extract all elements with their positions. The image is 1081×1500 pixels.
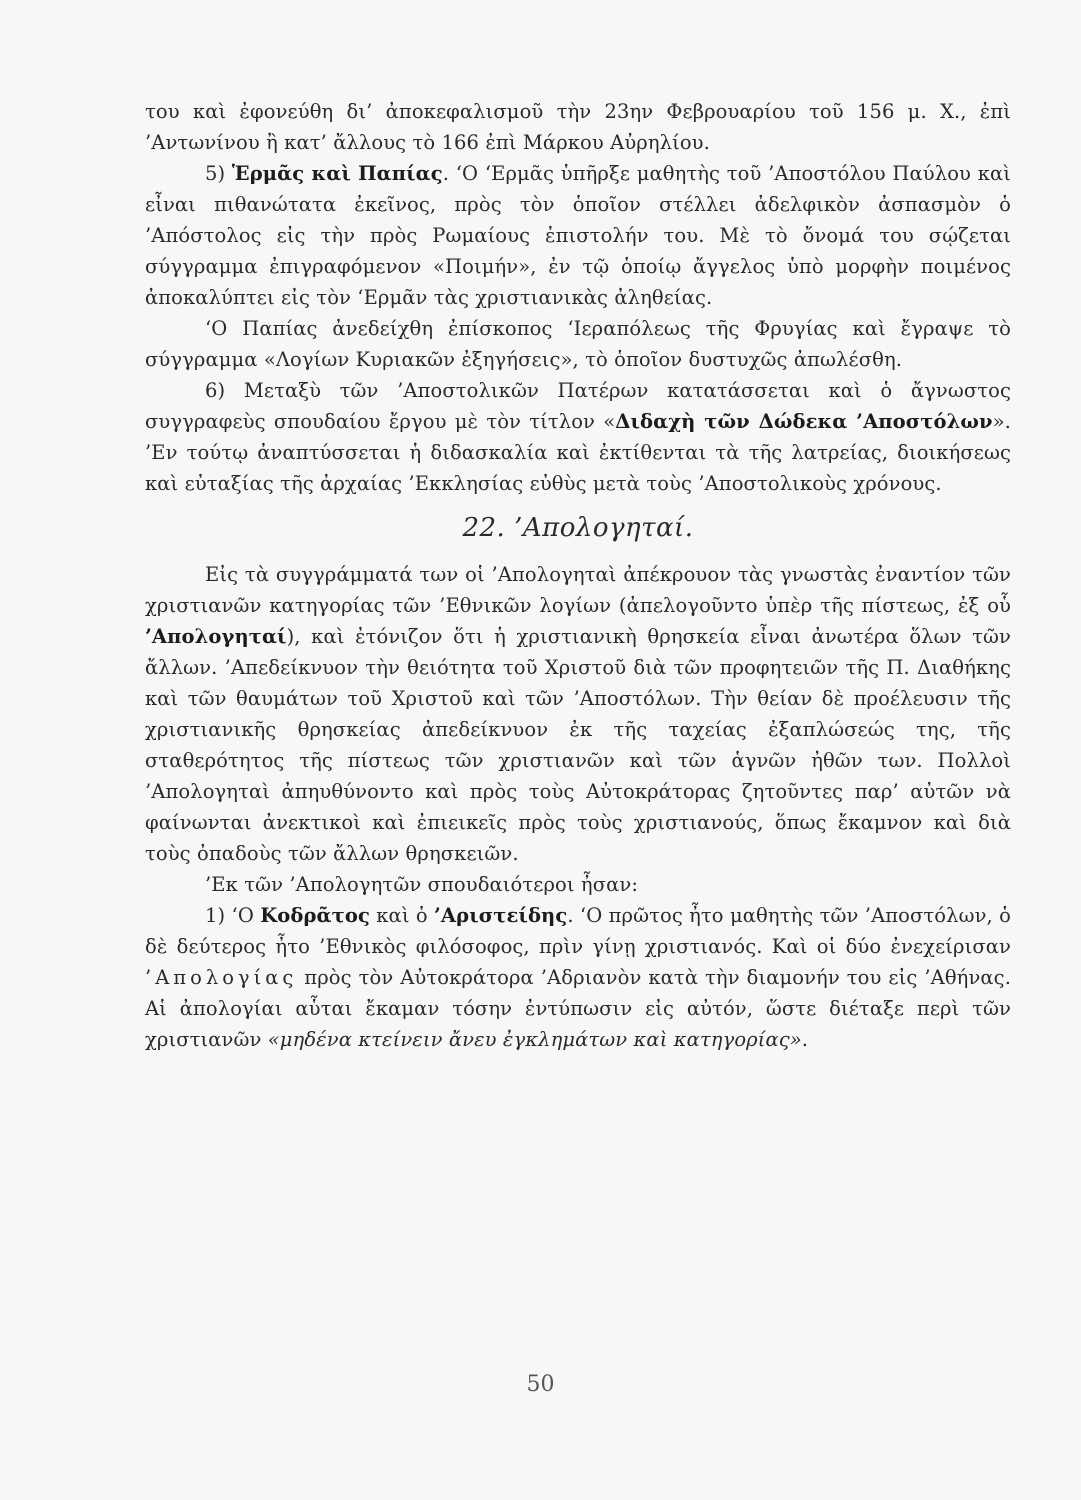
text-run: ’Εκ τῶν ’Απολογητῶν σπουδαιότεροι ἦσαν: bbox=[205, 873, 639, 896]
paragraph-papias-death bbox=[145, 96, 1011, 158]
spaced-term: ’Απολογίας bbox=[145, 966, 298, 989]
text-run: ». ’Εν τούτῳ ἀναπτύσσεται ἡ διδασκαλία καὶ ἐκτίθενται τὰ τῆς λατρείας, διοικήσεως καὶ εὐταξίας τῆς ἀρχαίας ’Εκκλησίας εὐθὺς μετὰ τοὺς ’Αποστολικοὺς χρόνους. bbox=[145, 410, 1011, 495]
bold-term: Διδαχὴ τῶν Δώδεκα ’Αποστόλων bbox=[615, 410, 993, 433]
paragraph-papias bbox=[145, 313, 1011, 375]
text-run: 5) bbox=[205, 162, 232, 185]
paragraph-hermas-papias bbox=[145, 158, 1011, 313]
bold-term: Ἑρμᾶς καὶ Παπίας bbox=[231, 162, 443, 185]
text-run: ), καὶ ἐτόνιζον ὅτι ἡ χριστιανικὴ θρησκεία εἶναι ἀνωτέρα ὅλων τῶν ἄλλων. ’Απεδείκνυον τὴν θειότητα τοῦ Χριστοῦ διὰ τῶν προφητειῶν τῆς Π. Διαθήκης καὶ τῶν θαυμάτων τοῦ Χριστοῦ καὶ τῶν ’Αποστόλων. Τὴν θείαν δὲ προέλευσιν τῆς χριστιανικῆς θρησκείας ἀπεδείκνυον ἐκ τῆς ταχείας ἐξαπλώσεώς της, τῆς σταθερότητος τῆς πίστεως τῶν χριστιανῶν καὶ τῶν ἁγνῶν ἠθῶν των. Πολλοὶ ’Απολογηταὶ ἀπηυθύνοντο καὶ πρὸς τοὺς Αὐτοκράτορας ζητοῦντες παρ’ αὐτῶν νὰ φαίνωνται ἀνεκτικοὶ καὶ ἐπιεικεῖς πρὸς τοὺς χριστιανούς, ὅπως ἔκαμνον καὶ διὰ τοὺς ὀπαδοὺς τῶν ἄλλων θρησκειῶν. bbox=[145, 625, 1011, 865]
text-run: πρὸς τὸν Αὐτοκράτορα ’Αδριανὸν κατὰ τὴν διαμονήν του εἰς ’Αθήνας. Αἱ ἀπολογίαι αὗται ἔκαμαν τόσην ἐντύπωσιν εἰς αὐτόν, ὥστε διέταξε περὶ τῶν χριστιανῶν bbox=[145, 966, 1011, 1051]
text-run: . ‘Ο ‘Ερμᾶς ὑπῆρξε μαθητὴς τοῦ ’Αποστόλου Παύλου καὶ εἶναι πιθανώτατα ἐκεῖνος, πρὸς τὸν ὁποῖον στέλλει ἀδελφικὸν ἀσπασμὸν ὁ ’Απόστολος εἰς τὴν πρὸς Ρωμαίους ἐπιστολήν του. Μὲ τὸ ὄνομά του σῴζεται σύγγραμμα ἐπιγραφόμενον «Ποιμήν», ἐν τῷ ὁποίῳ ἄγγελος ὑπὸ μορφὴν ποιμένος ἀποκαλύπτει εἰς τὸν ‘Ερμᾶν τὰς χριστιανικὰς ἀληθείας. bbox=[145, 162, 1011, 309]
text-run: του καὶ ἐφονεύθη δι’ ἀποκεφαλισμοῦ τὴν 23ην Φεβρουαρίου τοῦ 156 μ. Χ., ἐπὶ ’Αντωνίνου ἢ κατ’ ἄλλους τὸ 166 ἐπὶ Μάρκου Αὐρηλίου. bbox=[145, 100, 1011, 154]
text-run: καὶ ὁ bbox=[369, 904, 435, 927]
paragraph-quadratus-aristides bbox=[145, 900, 1011, 1055]
bold-term: ’Απολογηταί bbox=[145, 625, 287, 648]
italic-quote: «μηδένα κτείνειν ἄνευ ἐγκλημάτων καὶ κατηγορίας» bbox=[267, 1028, 802, 1051]
text-run: 6) Μεταξὺ τῶν ’Αποστολικῶν Πατέρων κατατάσσεται καὶ ὁ ἄγνωστος συγγραφεὺς σπουδαίου ἔργου μὲ τὸν τίτλον « bbox=[145, 379, 1011, 433]
text-run: 1) ‘Ο bbox=[205, 904, 261, 927]
text-run: . ‘Ο πρῶτος ἦτο μαθητὴς τῶν ’Αποστόλων, ὁ δὲ δεύτερος ἦτο ’Εθνικὸς φιλόσοφος, πρὶν γίνῃ χριστιανός. Καὶ οἱ δύο ἐνεχείρισαν bbox=[145, 904, 1011, 958]
paragraph-apologists-list-intro bbox=[145, 869, 1011, 900]
paragraph-didache bbox=[145, 375, 1011, 499]
bold-term: Κοδρᾶτος bbox=[260, 904, 370, 927]
text-run: . bbox=[801, 1028, 809, 1051]
page-number: 50 bbox=[526, 1372, 555, 1397]
section-heading: 22. ’Απολογηταί. bbox=[462, 513, 694, 543]
paragraph-apologists-intro bbox=[145, 559, 1011, 869]
bold-term: ’Αριστείδης bbox=[434, 904, 568, 927]
page-body bbox=[145, 96, 1011, 1055]
text-run: ‘Ο Παπίας ἀνεδείχθη ἐπίσκοπος ‘Ιεραπόλεως τῆς Φρυγίας καὶ ἔγραψε τὸ σύγγραμμα «Λογίων Κυριακῶν ἐξηγήσεις», τὸ ὁποῖον δυστυχῶς ἀπωλέσθη. bbox=[145, 317, 1011, 371]
text-run: Εἰς τὰ συγγράμματά των οἱ ’Απολογηταὶ ἀπέκρουον τὰς γνωστὰς ἐναντίον τῶν χριστιανῶν κατηγορίας τῶν ’Εθνικῶν λογίων (ἀπελογοῦντο ὑπὲρ τῆς πίστεως, ἐξ οὗ bbox=[145, 563, 1011, 617]
